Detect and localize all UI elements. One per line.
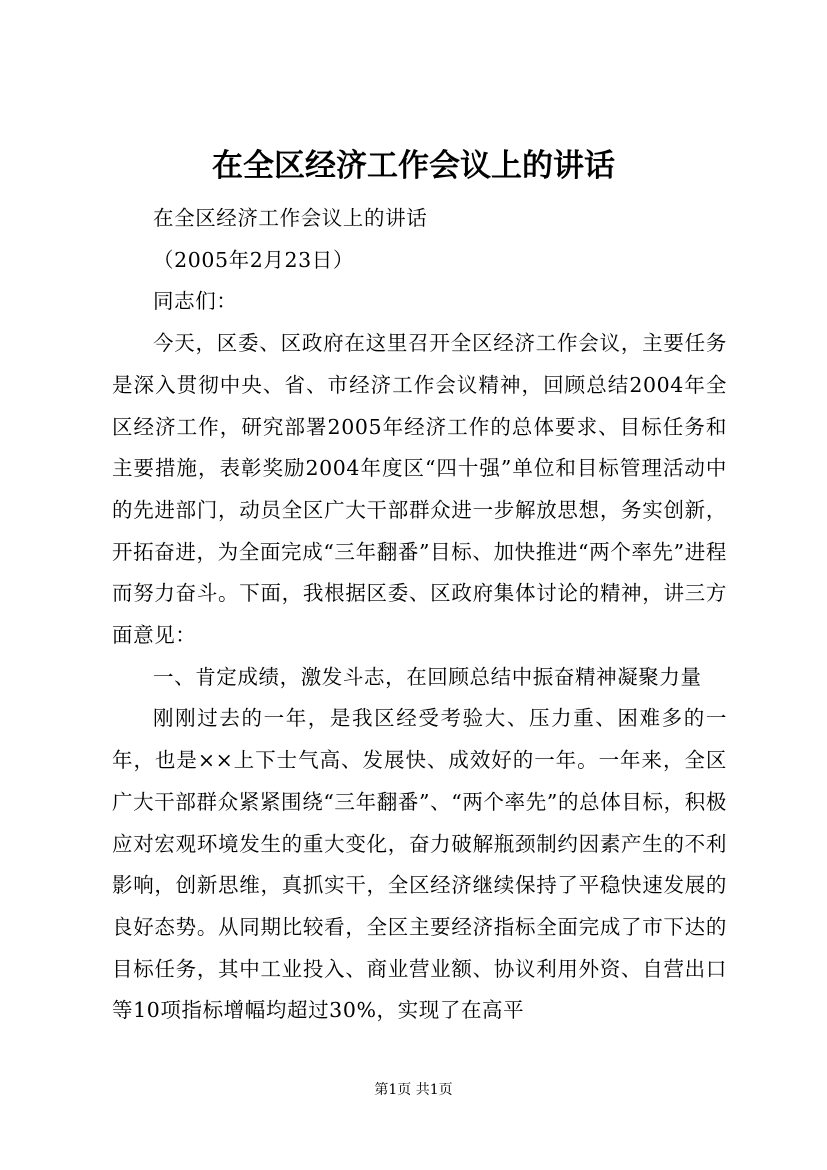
intro-paragraph: 今天，区委、区政府在这里召开全区经济工作会议，主要任务是深入贯彻中央、省、市经济工作会议精神，回顾总结2004年全区经济工作，研究部署2005年经济工作的总体要求、目标任务和主要措施，表彰奖励2004年度区“四十强”单位和目标管理活动中的先进部门，动员全区广大干部群众进一步解放思想，务实创新，开拓奋进，为全面完成“三年翻番”目标、加快推进“两个率先”进程而努力奋斗。下面，我根据区委、区政府集体讨论的精神，讲三方面意见：: [112, 331, 727, 648]
body-paragraph: 刚刚过去的一年，是我区经受考验大、压力重、困难多的一年，也是××上下士气高、发展快、成效好的一年。一年来，全区广大干部群众紧紧围绕“三年翻番”、“两个率先”的总体目标，积极应对宏观环境发生的重大变化，奋力破解瓶颈制约因素产生的不利影响，创新思维，真抓实干，全区经济继续保持了平稳快速发展的良好态势。从同期比较看，全区主要经济指标全面完成了市下达的目标任务，其中工业投入、商业营业额、协议利用外资、自营出口等10项指标增幅均超过30%，实现了在高平: [112, 706, 727, 1023]
section-heading: 一、肯定成绩，激发斗志，在回顾总结中振奋精神凝聚力量: [153, 664, 702, 689]
salutation-paragraph: 同志们：: [153, 289, 238, 314]
subtitle-paragraph: 在全区经济工作会议上的讲话: [153, 206, 428, 230]
date-paragraph: （2005年2月23日）: [153, 247, 354, 272]
document-title: 在全区经济工作会议上的讲话: [212, 148, 615, 184]
page-number-footer: 第1页 共1页: [374, 1082, 453, 1098]
document-body: [112, 198, 727, 1032]
